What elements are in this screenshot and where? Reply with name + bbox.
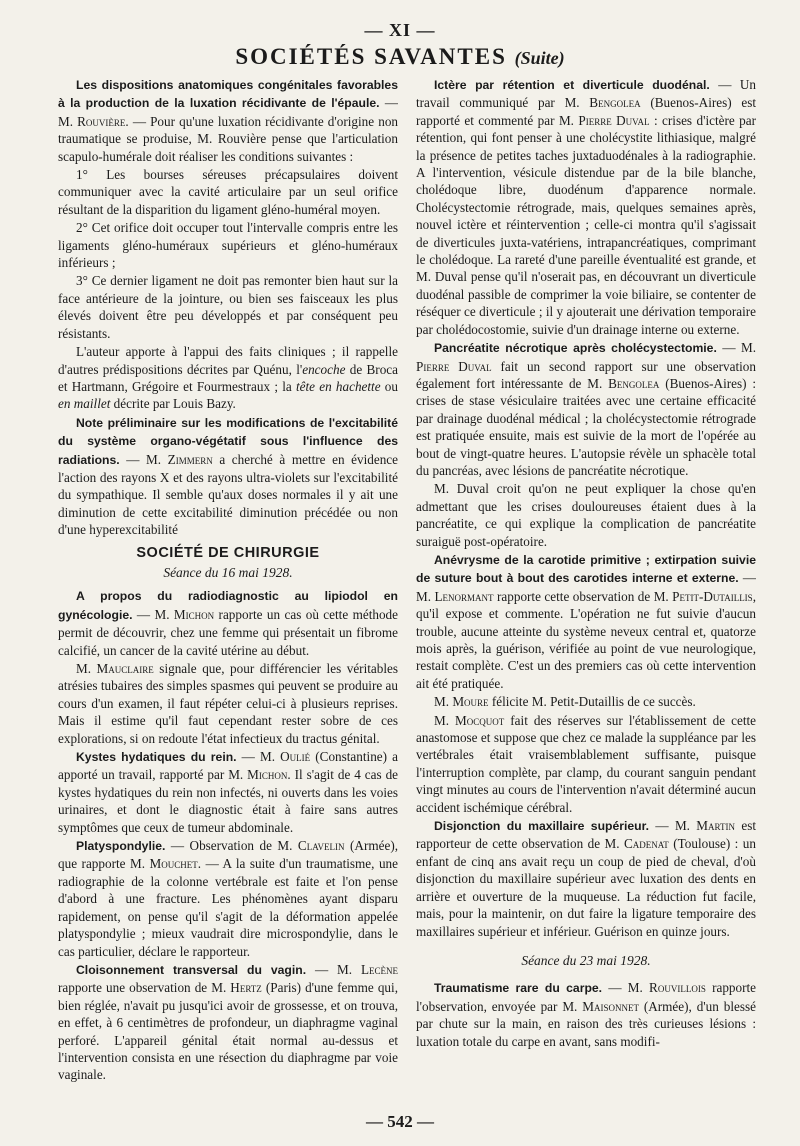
article-heading: Disjonction du maxillaire supérieur. <box>434 819 650 834</box>
article-heading: Kystes hydatiques du rein. <box>76 750 237 765</box>
section-title: SOCIÉTÉ DE CHIRURGIE <box>136 544 320 561</box>
paragraph: L'auteur apporte à l'appui des faits cliniques ; il rappelle d'autres prédispositions décrites par Quénu, l'encoche de Broca et Hartmann, Grégoire et Fourmestraux ; la tête en hachette ou en maillet décrite par Louis Bazy. <box>58 344 398 412</box>
article-luxation: Les dispositions anatomiques congénitales favorables à la production de la luxation récidivante de l'épaule. — M. Rouvière. — Pour qu'une luxation récidivante d'origine non traumatique se produise, M. Rouvière pense que l'articulation scapulo-humérale doit réaliser les conditions suivantes : <box>58 78 398 164</box>
article-heading: Anévrysme de la carotide primitive ; extirpation suivie de suture bout à bout des carotides interne et externe. <box>416 552 756 586</box>
author: M. Lecène <box>337 961 398 977</box>
author: M. Bengolea <box>587 375 660 391</box>
author: M. Pierre Duval <box>416 340 756 374</box>
author: M. Oulié <box>259 749 311 765</box>
condition-1: 1° Les bourses séreuses précapsulaires doivent communiquer avec la cavité articulaire par un seul orifice résultant de la disparition du ligament gléno-huméral moyen. <box>58 167 398 217</box>
author: M. Hertz <box>211 980 262 996</box>
text-columns <box>58 76 756 1106</box>
paragraph: M. Duval croit qu'on ne peut expliquer la chose qu'en admettant que les crises douloureuses étaient dues à la pancréatite, ce qui explique la complication de pancréatite suraiguë post-opératoire. <box>416 481 756 549</box>
seance-date: Séance du 23 mai 1928. <box>521 952 651 968</box>
page-roman-numeral: — XI — <box>364 20 436 40</box>
article-heading: A propos du radiodiagnostic au lipiodol en gynécologie. <box>58 589 398 622</box>
author: M. Rouvière. <box>58 113 129 129</box>
article-lipiodol: A propos du radiodiagnostic au lipiodol en gynécologie. — M. Michon rapporte un cas où cette méthode permit de découvrir, chez une femme qui présentait un fibrome calcifié, un cancer de la cavité utérine au début. <box>58 589 398 658</box>
seance-date: Séance du 16 mai 1928. <box>163 564 293 580</box>
condition-3: 3° Ce dernier ligament ne doit pas remonter bien haut sur la face antérieure de la jointure, ou bien ses faisceaux les plus élevés doivent être peu développés et par conséquent peu résistants. <box>58 273 398 341</box>
author: M. Rouvillois <box>627 980 706 996</box>
author: M. Michon <box>154 606 215 622</box>
author: M. Michon <box>228 767 288 783</box>
article-heading: Traumatisme rare du carpe. <box>434 981 603 996</box>
article-disjonction: Disjonction du maxillaire supérieur. — M. Martin est rapporteur de cette observation de M. Cadenat (Toulouse) : un enfant de cinq ans avait reçu un coup de pied de cheval, d'où disjonction du maxillaire supérieur avec luxation des dents en arrière et ouverture de la muqueuse. La réduction fut facile, mais, pour la maintenir, on dut faire la ligature temporaire des maxillaires supérieur et inférieur. Guérison en quinze jours. <box>416 818 756 939</box>
title-suite: (Suite) <box>514 48 565 68</box>
author: M. Bengolea <box>564 95 641 111</box>
article-platyspondylie: Platyspondylie. — Observation de M. Clavelin (Armée), que rapporte M. Mouchet. — A la suite d'un traumatisme, une radiographie de la colonne vertébrale est faite et l'on pense d'abord à une fracture. Les phénomènes ayant disparu rapidement, on pense qu'il s'agit de la déformation appelée platyspondylie ; mieux vaudrait dire microspondylie, dans le cas particulier, déclare le rapporteur. <box>58 838 398 959</box>
left-column <box>58 76 398 1106</box>
page-number: — 542 — <box>366 1112 434 1131</box>
author: M. Lenormant <box>416 588 494 604</box>
article-kystes: Kystes hydatiques du rein. — M. Oulié (Constantine) a apporté un travail, rapporté par M. Michon. Il s'agit de 4 cas de kystes hydatiques du rein non infectés, ni ouverts dans les voies urinaires, et dont le diagnostic était à faire sans autres symptômes que ceux de tumeur abdominale. <box>58 749 398 835</box>
article-heading: Les dispositions anatomiques congénitales favorables à la production de la luxation récidivante de l'épaule. <box>58 78 398 111</box>
author: M. Zimmern <box>146 451 213 467</box>
paragraph: M. Mauclaire signale que, pour différencier les véritables atrésies tubaires des simples spasmes qui peuvent se produire au cours d'un examen, il faut répéter celui-ci à plusieurs reprises. Mais il estime qu'il faut cependant rester sobre de ces explorations, si on redoute l'état infectieux du tractus génital. <box>58 661 398 746</box>
paragraph: M. Moure félicite M. Petit-Dutaillis de ce succès. <box>434 694 696 710</box>
author: M. Clavelin <box>277 838 345 854</box>
right-column <box>416 76 756 1106</box>
article-radiations: Note préliminaire sur les modifications de l'excitabilité du système organo-végétatif sous l'influence des radiations. — M. Zimmern a cherché à mettre en évidence l'action des rayons X et des rayons ultra-violets sur l'excitabilité du sympathique. Il semble qu'aux doses normales il y ait une diminution de cette excitabilité diminution précédée ou non d'une hyperexcitabilité <box>58 415 398 538</box>
article-carpe: Traumatisme rare du carpe. — M. Rouvillois rapporte l'observation, envoyée par M. Maisonnet (Armée), d'un blessé par chute sur la main, en raison des très curieuses lésions : luxation totale du carpe en avant, sans modifi- <box>416 980 756 1049</box>
title-main: SOCIÉTÉS SAVANTES <box>235 44 507 69</box>
author: M. Cadenat <box>604 836 669 852</box>
author: M. Mocquot <box>434 712 505 728</box>
article-anevrysme: Anévrysme de la carotide primitive ; extirpation suivie de suture bout à bout des carotides interne et externe. — M. Lenormant rapporte cette observation de M. Petit-Dutaillis, qu'il expose et commente. L'opération ne fut suivie d'aucun trouble, aucune atteinte du système neveux central et, quatorze mois après, la guérison, vérifiée au point de vue neurologique, restait complète. C'est un des premiers cas où cette intervention ait été pratiquée. <box>416 552 756 691</box>
author: M. Petit-Dutaillis <box>653 588 753 604</box>
article-pancreatite: Pancréatite nécrotique après cholécystectomie. — M. Pierre Duval fait un second rapport sur une observation également fort intéressante de M. Bengolea (Buenos-Aires) : crises de stase vésiculaire traitées avec une certaine efficacité par drainage duodénal médical ; la cholécystectomie rétrograde est pratiquée ensuite, mais est suivie de la mort de l'opérée au bout de vingt-quatre heures. L'autopsie révèle un sphacèle total du pancréas, avec lésions de pancréatite nécrotique. <box>416 340 756 478</box>
condition-2: 2° Cet orifice doit occuper tout l'intervalle compris entre les ligaments gléno-huméraux supérieurs et gléno-huméraux inférieurs ; <box>58 220 398 271</box>
article-heading: Ictère par rétention et diverticule duodénal. <box>434 78 710 92</box>
author: M. Martin <box>674 818 735 834</box>
page-title <box>0 44 800 70</box>
article-heading: Cloisonnement transversal du vagin. <box>76 962 307 977</box>
author: M. Moure <box>434 694 489 710</box>
article-heading: Pancréatite nécrotique après cholécystectomie. <box>434 341 717 356</box>
paragraph: M. Mocquot fait des réserves sur l'établissement de cette anastomose et suppose que chez ce malade la suppléance par les vertébrales était vraisemblablement suffisante, puisque l'interruption complète, par clamp, du courant sanguin pendant vingt minutes au cours de l'intervention n'avait déterminé aucun accident ischémique cérébral. <box>416 712 756 815</box>
author: M. Maisonnet <box>562 998 639 1014</box>
article-vagin: Cloisonnement transversal du vagin. — M. Lecène rapporte une observation de M. Hertz (Paris) d'une femme qui, bien réglée, n'avait pu jusqu'ici avoir de grossesse, et on trouva, en effet, à 6 centimètres de profondeur, un diaphragme vaginal perforé. L'appareil génital était normal au-dessus et l'intervention consista en une résection du diaphragme par voie vaginale. <box>58 961 398 1083</box>
article-heading: Platyspondylie. <box>76 839 166 854</box>
article-ictere: Ictère par rétention et diverticule duodénal. — Un travail communiqué par M. Bengolea (Buenos-Aires) est rapporté et commenté par M. Pierre Duval : crises d'ictère par rétention, qui font penser à une cholécystite lithiasique, malgré la présence de petites taches juxtaduodénales à la radiographie. A l'intervention, vésicule distendue par de la bile blanche, cholédoque libre, duodénum d'apparence normale. Cholécystectomie rétrograde, mais, quelques semaines après, nouvel ictère et réintervention ; celle-ci montra qu'il s'agissait de diverticules juxta-vatériens, intrapancréatiques, comprimant le cholédoque. La rareté d'une pareille éventualité est grande, et M. Duval pense qu'il n'oserait pas, en découvrant un diverticule duodénal passible de comprimer la voie biliaire, se contenter de réséquer ce diverticule ; il y ajouterait une dérivation temporaire par cholédocostomie, suivie d'un drainage interne ou externe. <box>416 77 756 337</box>
author: M. Mauclaire <box>76 661 154 676</box>
author: M. Pierre Duval <box>558 112 650 128</box>
article-heading: Note préliminaire sur les modifications de l'excitabilité du système organo-végétatif sous l'influence des radiations. <box>58 415 398 467</box>
author: M. Mouchet <box>130 856 198 872</box>
